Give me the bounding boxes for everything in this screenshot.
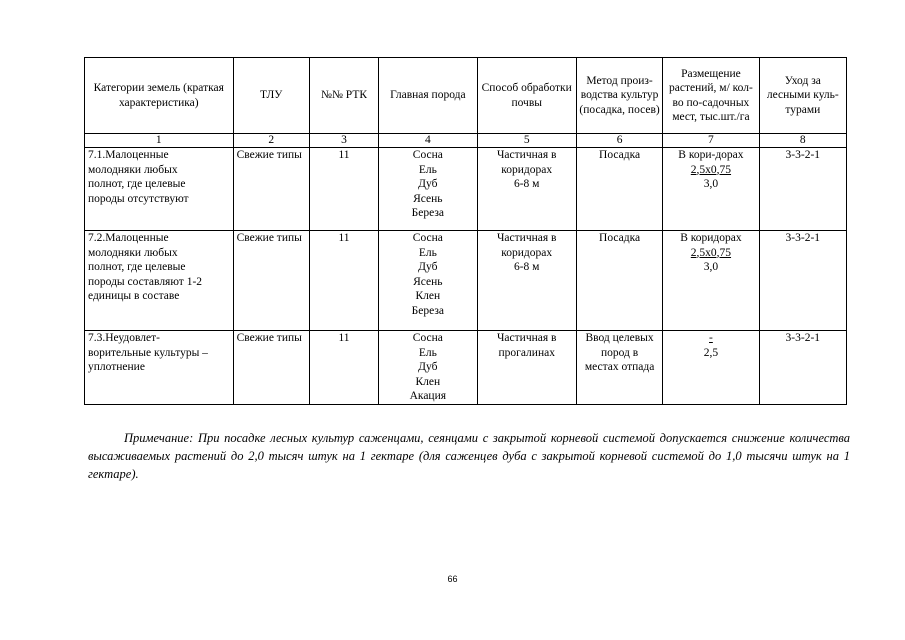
soil-cell: Частичная в коридорах 6-8 м — [477, 148, 576, 231]
method-cell: Посадка — [576, 148, 662, 231]
header-placement: Размещение растений, м/ кол-во по-садочных мест, тыс.шт./га — [663, 58, 759, 134]
category-cell: 7.1.Малоценные молодняки любых полнот, где целевые породы отсутствуют — [85, 148, 234, 231]
rtk-cell: 11 — [309, 148, 378, 231]
placement-cell: - 2,5 — [663, 331, 759, 405]
table-row — [85, 231, 847, 331]
table-row — [85, 331, 847, 405]
method-cell: Ввод целевых пород в местах отпада — [576, 331, 662, 405]
header-row — [85, 58, 847, 134]
tlu-cell: Свежие типы — [233, 148, 309, 231]
forest-culture-table — [84, 57, 847, 405]
footnote-text: При посадке лесных культур саженцами, сеянцами с закрытой корневой системой допускается снижение количества высаживаемых растений до 2,0 тысяч штук на 1 гектаре (для саженцев дуба с закрытой корневой системой до 1,0 тысячи штук на 1 гектаре). — [88, 431, 850, 481]
column-number: 2 — [233, 134, 309, 148]
column-number: 7 — [663, 134, 759, 148]
column-number: 3 — [309, 134, 378, 148]
header-care: Уход за лесными куль-турами — [759, 58, 846, 134]
column-number: 5 — [477, 134, 576, 148]
soil-cell: Частичная в прогалинах — [477, 331, 576, 405]
column-number: 6 — [576, 134, 662, 148]
header-method: Метод произ-водства культур (посадка, посев) — [576, 58, 662, 134]
column-number: 1 — [85, 134, 234, 148]
header-category: Категории земель (краткая характеристика) — [85, 58, 234, 134]
header-species: Главная порода — [379, 58, 477, 134]
soil-cell: Частичная в коридорах 6-8 м — [477, 231, 576, 331]
page-number: 66 — [447, 574, 458, 584]
header-rtk: №№ РТК — [309, 58, 378, 134]
species-cell: Сосна Ель Дуб Клен Акация — [379, 331, 477, 405]
rtk-cell: 11 — [309, 231, 378, 331]
column-number: 8 — [759, 134, 846, 148]
placement-cell: В коридорах 2,5х0,75 3,0 — [663, 231, 759, 331]
category-cell: 7.2.Малоценные молодняки любых полнот, где целевые породы составляют 1-2 единицы в составе — [85, 231, 234, 331]
header-tlu: ТЛУ — [233, 58, 309, 134]
species-cell: Сосна Ель Дуб Ясень Клен Береза — [379, 231, 477, 331]
care-cell: 3-3-2-1 — [759, 231, 846, 331]
footnote — [88, 429, 850, 483]
tlu-cell: Свежие типы — [233, 331, 309, 405]
placement-cell: В кори-дорах 2,5х0,75 3,0 — [663, 148, 759, 231]
care-cell: 3-3-2-1 — [759, 148, 846, 231]
tlu-cell: Свежие типы — [233, 231, 309, 331]
rtk-cell: 11 — [309, 331, 378, 405]
table-row — [85, 148, 847, 231]
column-number: 4 — [379, 134, 477, 148]
species-cell: Сосна Ель Дуб Ясень Береза — [379, 148, 477, 231]
column-number-row — [85, 134, 847, 148]
header-soil: Способ обработки почвы — [477, 58, 576, 134]
care-cell: 3-3-2-1 — [759, 331, 846, 405]
category-cell: 7.3.Неудовлет- ворительные культуры – уплотнение — [85, 331, 234, 405]
footnote-label: Примечание: — [124, 431, 194, 445]
method-cell: Посадка — [576, 231, 662, 331]
